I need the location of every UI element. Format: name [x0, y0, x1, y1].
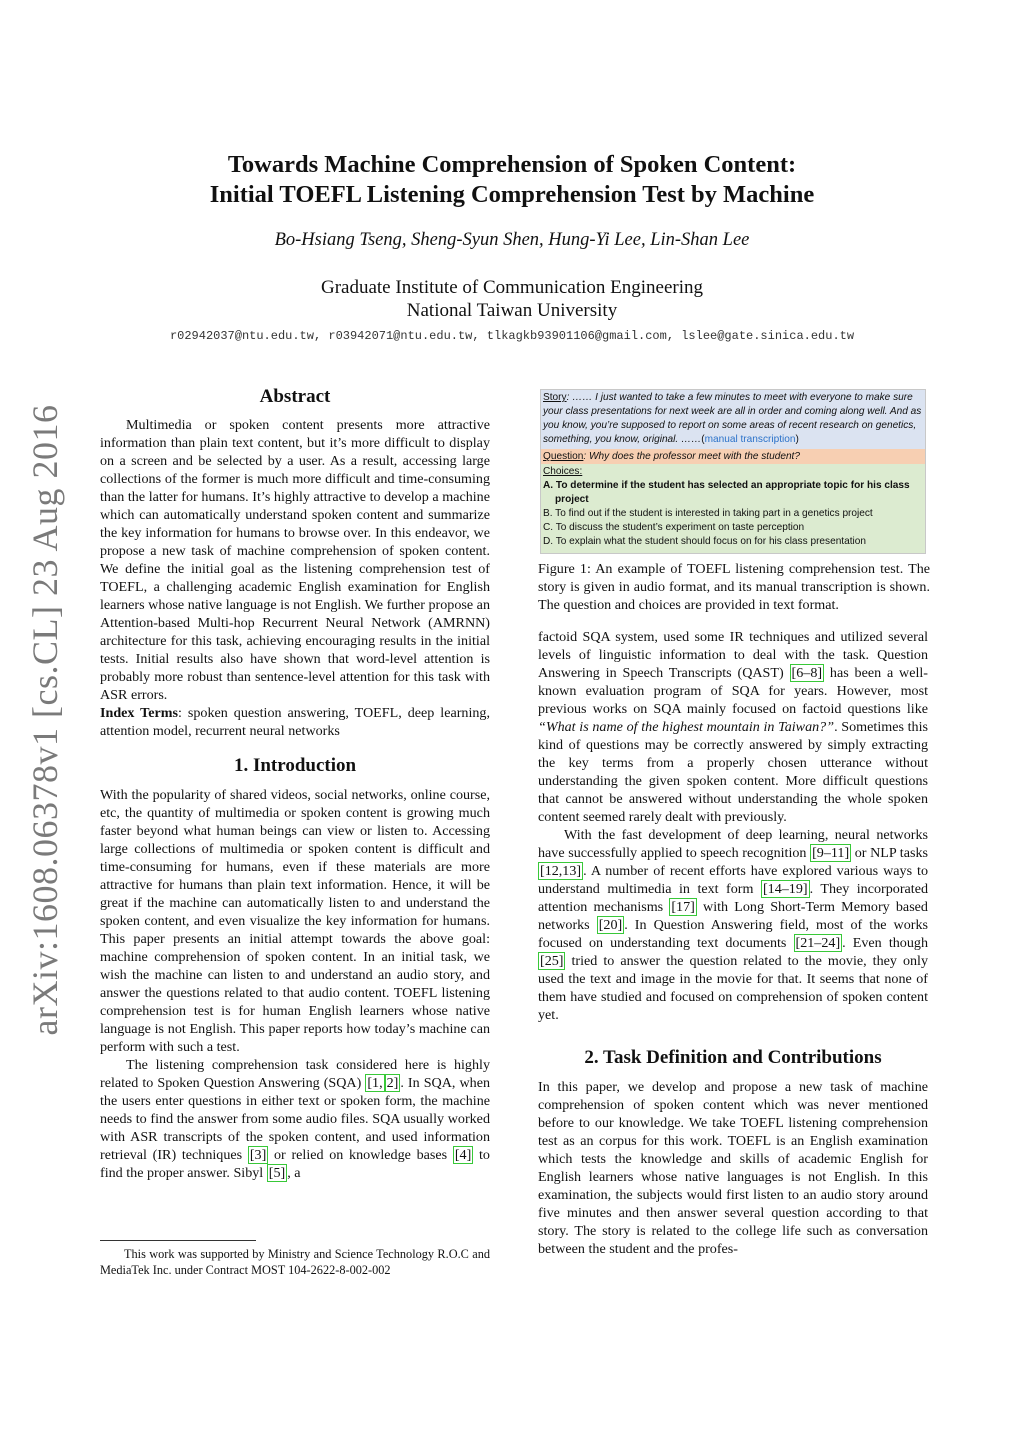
- abstract-heading: Abstract: [259, 386, 331, 407]
- text-span: to find the proper answer. Sibyl: [100, 1147, 490, 1181]
- paper-title: [0, 150, 1024, 210]
- story-label: Story: [543, 392, 567, 403]
- citation-link[interactable]: [4]: [454, 1147, 472, 1163]
- example-question: “What is name of the highest mountain in Taiwan?”: [538, 719, 835, 735]
- index-terms: [100, 704, 490, 740]
- intro-paragraph-4: [538, 826, 928, 1024]
- arxiv-identifier-text: arXiv:1608.06378v1 [cs.CL] 23 Aug 2016: [25, 404, 65, 1036]
- footnote-text: This work was supported by Ministry and Science Technology R.O.C and MediaTek Inc. under Contract MOST 104-2622-8-002-002: [100, 1247, 490, 1277]
- text-span: . They incorporated attention mechanisms: [538, 881, 928, 915]
- choice-b: B. To find out if the student is interested in taking part in a genetics project: [543, 508, 873, 519]
- story-paren-close: ): [795, 434, 799, 445]
- story-manual-transcription: manual transcription: [704, 434, 796, 445]
- intro-paragraph-2: [100, 1056, 490, 1182]
- choice-a-continued: project: [555, 494, 589, 505]
- task-heading: 2. Task Definition and Contributions: [584, 1047, 882, 1068]
- choice-a: A. To determine if the student has selected an appropriate topic for his class: [543, 480, 910, 491]
- citation-link[interactable]: [6–8]: [791, 665, 823, 681]
- choices-label: Choices:: [543, 466, 583, 477]
- text-span: , a: [287, 1165, 301, 1181]
- choice-c: C. To discuss the student’s experiment on taste perception: [543, 522, 805, 533]
- affiliation-line-1: Graduate Institute of Communication Engineering: [320, 277, 703, 298]
- left-column: [100, 385, 490, 1182]
- task-paragraph: In this paper, we develop and propose a new task of machine comprehension of spoken content which was never mentioned before to our knowledge. We take TOEFL listening comprehension test as an corpus for this work. TOEFL is an English examination which tests the knowledge and skills of academic English for English learners whose native languages is not English. In this examination, the subjects would first listen to an audio story around five minutes and then answer several question according to that story. The story is related to the college life such as conversation between the student and the profes-: [538, 1079, 928, 1257]
- story-paren-open: (: [701, 434, 705, 445]
- footnote-rule: [100, 1240, 256, 1241]
- citation-link[interactable]: [1,: [367, 1075, 383, 1091]
- text-span: The listening comprehension task considered here is highly related to Spoken Question Answering (SQA): [100, 1057, 490, 1091]
- story-text: : …… I just wanted to take a few minutes to meet with everyone to make sure your class presentations for next week are all in order and coming along well. And as you know, you’re supposed to report on some areas of recent research on genetics, something, you know, original. ……: [543, 392, 922, 445]
- footnote: [100, 1240, 490, 1278]
- authors: Bo-Hsiang Tseng, Sheng-Syun Shen, Hung-Yi Lee, Lin-Shan Lee: [274, 230, 750, 250]
- text-span: or NLP tasks: [851, 845, 928, 861]
- text-span: factoid SQA system, used some IR techniques and utilized several levels of linguistic information to deal with the task. Question Answering in Speech Transcripts (QAST): [538, 629, 928, 681]
- question-text: : Why does the professor meet with the student?: [583, 451, 800, 462]
- intro-paragraph-1: With the popularity of shared videos, social networks, online course, etc, the quantity of multimedia or spoken content is growing much faster beyond what human beings can view or listen to. Accessing large collections of multimedia or spoken content is difficult and time-consuming for humans, even if these materials are more attractive for humans than plain text information. Hence, it will be great if the machine can automatically listen to and understand the spoken content, and even visualize the key information for humans. This paper presents an initial attempt towards the above goal: machine comprehension of spoken content. In an initial task, we wish the machine can listen to and understand an audio story, and answer the questions related to that audio content. TOEFL listening comprehension test is for human English learners whose native language is not English. This paper reports how today’s machine can perform with such a test.: [100, 787, 490, 1055]
- citation-link[interactable]: [3]: [249, 1147, 267, 1163]
- index-terms-text: : spoken question answering, TOEFL, deep learning, attention model, recurrent neural networks: [100, 705, 490, 739]
- title-line-1: Towards Machine Comprehension of Spoken Content:: [227, 151, 797, 178]
- citation-link[interactable]: [14–19]: [762, 881, 808, 897]
- text-span: . Sometimes this kind of questions may be correctly answered by simply extracting the key terms from a properly chosen utterance without understanding the given spoken content. More difficult questions that cannot be answered without understanding the whole spoken content seemed rarely dealt with previously.: [538, 719, 928, 825]
- text-span: . In Question Answering field, most of the works focused on understanding text documents: [538, 917, 928, 951]
- author-emails: r02942037@ntu.edu.tw, r03942071@ntu.edu.tw, tlkagkb93901106@gmail.com, lslee@gate.sinica.edu.tw: [169, 329, 855, 343]
- figure-choices-box: [541, 464, 925, 553]
- title-line-2: Initial TOEFL Listening Comprehension Test by Machine: [209, 181, 815, 208]
- text-span: . A number of recent efforts have explored various ways to understand multimedia in text form: [538, 863, 928, 897]
- right-column: [538, 628, 928, 1258]
- text-span: With the fast development of deep learning, neural networks have successfully applied to speech recognition: [538, 827, 928, 861]
- abstract-text: Multimedia or spoken content presents more attractive information than plain text content, but it’s more difficult to display on a screen and be selected by a user. As a result, accessing large collections of the former is much more difficult and time-consuming than the latter for humans. It’s highly attractive to develop a machine which can automatically understand spoken content and summarize the key information for humans to browse over. In this endeavor, we propose a new task of machine comprehension of spoken content. We define the initial goal as the listening comprehension test of TOEFL, a challenging academic English examination for English learners whose native language is not English. We further propose an Attention-based Multi-hop Recurrent Neural Network (AMRNN) architecture for this task, achieving encouraging results in the initial tests. Initial results also have shown that word-level attention is probably more robust than sentence-level attention for this task with ASR errors.: [100, 417, 490, 703]
- choice-d: D. To explain what the student should focus on for his class presentation: [543, 536, 867, 547]
- figure-story-box: [541, 390, 925, 449]
- text-span: . In SQA, when the users enter questions in either text or spoken form, the machine needs to find the answer from some audio files. SQA usually worked with ASR transcripts of the spoken content, and used information retrieval (IR) techniques: [100, 1075, 490, 1163]
- figure-question-box: [541, 449, 925, 464]
- figure-1: [540, 389, 926, 554]
- text-span: . Even though: [842, 935, 928, 951]
- intro-paragraph-3: [538, 628, 928, 826]
- citation-link[interactable]: [25]: [540, 953, 564, 969]
- citation-link[interactable]: [17]: [671, 899, 695, 915]
- affiliation: [0, 276, 1024, 322]
- intro-heading: 1. Introduction: [233, 755, 357, 776]
- citation-link[interactable]: 2]: [386, 1075, 399, 1091]
- text-span: or relied on knowledge bases: [268, 1147, 453, 1163]
- index-terms-label: Index Terms: [100, 705, 179, 721]
- citation-link[interactable]: [21–24]: [795, 935, 841, 951]
- text-span: tried to answer the question related to the movie, they only used the text and image in the movie for that. It seems that none of them have studied and focused on comprehension of spoken content yet.: [538, 953, 928, 1023]
- citation-link[interactable]: [9–11]: [812, 845, 850, 861]
- affiliation-line-2: National Taiwan University: [406, 300, 618, 321]
- question-label: Question: [543, 451, 584, 462]
- text-span: with Long Short-Term Memory based networks: [538, 899, 928, 933]
- text-span: has been a well-known evaluation program of SQA for years. However, most previous works on SQA mainly focused on factoid questions like: [538, 665, 929, 717]
- citation-link[interactable]: [5]: [268, 1165, 286, 1181]
- figure-1-caption: Figure 1: An example of TOEFL listening comprehension test. The story is given in audio format, and its manual transcription is shown. The question and choices are provided in text format.: [538, 561, 930, 613]
- citation-link[interactable]: [12,13]: [540, 863, 582, 879]
- citation-link[interactable]: [20]: [598, 917, 623, 933]
